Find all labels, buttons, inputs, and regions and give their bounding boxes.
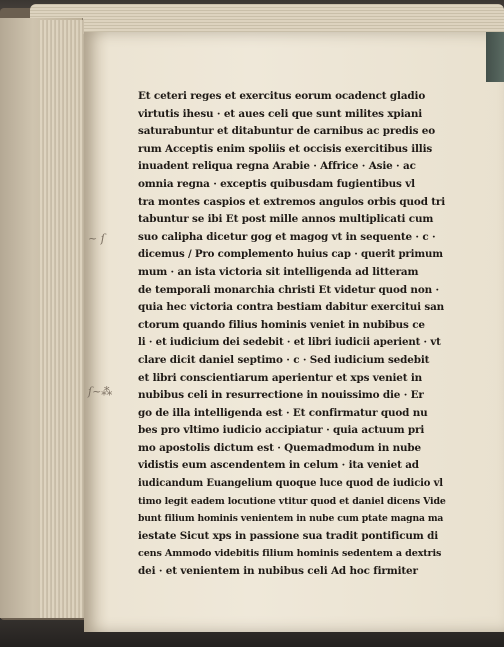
text-line: omnia regna · exceptis quibusdam fugientibus vl [138,177,415,190]
text-line: ctorum quando filius hominis veniet in nubibus ce [138,318,425,331]
text-line: clare dicit daniel septimo · c · Sed iudicium sedebit [138,353,430,366]
text-line: quia hec victoria contra bestiam dabitur exercitui san [138,301,445,314]
text-line: tabuntur se ibi Et post mille annos multiplicati cum [138,213,434,226]
text-line: mum · an ista victoria sit intelligenda ad litteram [138,265,419,278]
text-column [138,88,446,578]
text-line: dicemus / Pro complemento huius cap · querit primum [138,248,443,261]
text-line: li · et iudicium dei sedebit · et libri iudicii aperient · vt [138,336,441,349]
text-line: Et ceteri reges et exercitus eorum ocadenct gladio [138,90,426,102]
text-line: bunt filium hominis venientem in nube cum ptate magna ma [138,513,444,525]
marginal-mark: ~ ſ [88,232,105,245]
text-line: iudicandum Euangelium quoque luce quod de iudicio vl [138,478,443,490]
text-line: rum Acceptis enim spoliis et occisis exercitibus illis [138,142,433,155]
ribbon-marker [486,32,504,82]
text-line: suo calipha dicetur gog et magog vt in sequente · c · [138,230,436,243]
text-line: timo legit eadem locutione vtitur quod et daniel dicens Vide [138,495,446,507]
marginal-mark: ſ~⁂ [88,385,113,398]
text-line: de temporali monarchia christi Et videtur quod non · [138,283,439,296]
text-line: tra montes caspios et extremos angulos orbis quod tri [138,195,446,208]
text-line: virtutis ihesu · et aues celi que sunt milites xpiani [138,107,423,120]
text-line: iestate Sicut xps in passione sua tradit pontificum di [138,529,439,542]
page-fore-edges [40,20,84,618]
text-line: dei · et venientem in nubibus celi Ad hoc firmiter [138,565,418,578]
text-line: inuadent reliqua regna Arabie · Affrice · Asie · ac [138,160,416,173]
text-line: go de illa intelligenda est · Et confirmatur quod nu [138,406,428,419]
text-line: mo apostolis dictum est · Quemadmodum in nube [138,441,421,454]
text-line: saturabuntur et ditabuntur de carnibus ac predis eo [138,125,435,138]
text-line: nubibus celi in resurrectione in nouissimo die · Er [138,389,424,402]
text-line: bes pro vltimo iudicio accipiatur · quia actuum pri [138,424,425,437]
text-line: cens Ammodo videbitis filium hominis sedentem a dextris [138,548,442,560]
text-line: vidistis eum ascendentem in celum · ita veniet ad [138,459,419,472]
page-top-edges [30,4,504,34]
text-line: et libri conscientiarum aperientur et xps veniet in [138,371,423,384]
